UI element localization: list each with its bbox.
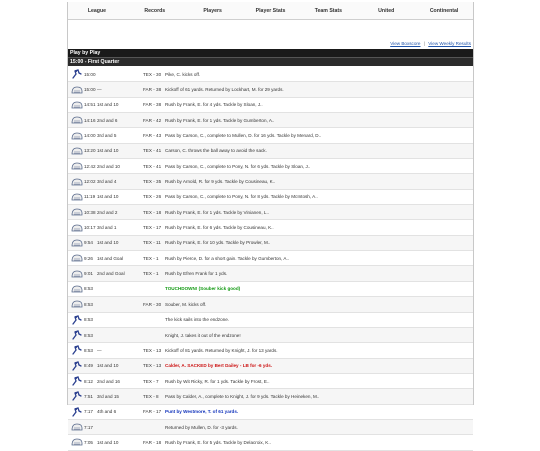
nav-records[interactable]: Records bbox=[144, 7, 166, 14]
play-row bbox=[68, 82, 473, 97]
play-ball-on: FAR - 38 bbox=[143, 87, 162, 93]
play-ball-on: FAR - 42 bbox=[143, 117, 162, 123]
play-list bbox=[68, 67, 473, 451]
play-down-distance: 3rd and 15 bbox=[97, 393, 119, 399]
play-row bbox=[68, 435, 473, 450]
play-time: 8:53 bbox=[84, 301, 93, 307]
play-ball-on: FAR - 17 bbox=[143, 409, 162, 415]
play-time: 15:00 bbox=[84, 87, 96, 93]
play-time: 14:00 bbox=[84, 133, 96, 139]
play-row bbox=[68, 282, 473, 297]
play-description: Rush by Frank, E. for 10 yds. Tackle by Prowler, M.. bbox=[165, 240, 271, 246]
quarter-title: 15:00 - First Quarter bbox=[68, 58, 473, 66]
play-description: Pass by Carson, C., complete to Pony, N. for 8 yds. Tackle by McIntosh, A.. bbox=[165, 194, 318, 200]
section-title: Play by Play bbox=[68, 49, 473, 58]
play-description: Returned by Mullen, D. for -3 yards. bbox=[165, 424, 238, 430]
play-row bbox=[68, 128, 473, 143]
team-helmet-icon bbox=[71, 299, 83, 309]
team-helmet-icon bbox=[71, 223, 83, 233]
play-time: 7:17 bbox=[84, 424, 93, 430]
play-time: 8:53 bbox=[84, 347, 93, 353]
kick-icon bbox=[71, 376, 83, 386]
play-row bbox=[68, 220, 473, 235]
play-down-distance: 2nd and 6 bbox=[97, 117, 118, 123]
play-ball-on: TEX - 35 bbox=[143, 179, 162, 185]
play-down-distance: 2nd and 16 bbox=[97, 378, 120, 384]
play-time: 7:17 bbox=[84, 409, 93, 415]
kick-icon bbox=[71, 407, 83, 417]
team-helmet-icon bbox=[71, 146, 83, 156]
play-time: 14:16 bbox=[84, 117, 96, 123]
play-row bbox=[68, 98, 473, 113]
play-row bbox=[68, 328, 473, 343]
team-helmet-icon bbox=[71, 284, 83, 294]
play-ball-on: TEX - 41 bbox=[143, 148, 162, 154]
team-helmet-icon bbox=[71, 437, 83, 447]
team-helmet-icon bbox=[71, 131, 83, 141]
team-helmet-icon bbox=[71, 207, 83, 217]
kick-icon bbox=[71, 315, 83, 325]
play-row bbox=[68, 236, 473, 251]
play-ball-on: TEX - 26 bbox=[143, 194, 162, 200]
play-row bbox=[68, 389, 473, 404]
play-time: 15:00 bbox=[84, 71, 96, 77]
play-ball-on: FAR - 38 bbox=[143, 102, 162, 108]
play-time: 8:53 bbox=[84, 286, 93, 292]
play-ball-on: TEX - 11 bbox=[143, 240, 161, 246]
team-helmet-icon bbox=[71, 238, 83, 248]
play-row bbox=[68, 359, 473, 374]
play-row bbox=[68, 343, 473, 358]
play-ball-on: TEX - 13 bbox=[143, 347, 162, 353]
play-row bbox=[68, 374, 473, 389]
play-down-distance: 3rd and 4 bbox=[97, 179, 117, 185]
play-description: Rush by Frank, E. for 4 yds. Tackle by Sloan, J.. bbox=[165, 102, 263, 108]
play-description: Souber, M. kicks off. bbox=[165, 301, 207, 307]
top-nav bbox=[68, 2, 473, 20]
play-down-distance: 1st and 10 bbox=[97, 148, 119, 154]
nav-players[interactable]: Players bbox=[203, 7, 222, 14]
play-ball-on: TEX - 7 bbox=[143, 378, 159, 384]
team-helmet-icon bbox=[71, 422, 83, 432]
play-row bbox=[68, 266, 473, 281]
play-down-distance: 3rd and 1 bbox=[97, 225, 117, 231]
play-description: Rush by Frank, E. for 1 yds. Tackle by Gumberton, A.. bbox=[165, 117, 275, 123]
play-description: Knight, J. takes it out of the endzone! bbox=[165, 332, 241, 338]
play-row bbox=[68, 420, 473, 435]
play-description: Rush by Efren Frank for 1 yds. bbox=[165, 271, 228, 277]
play-ball-on: FAR - 43 bbox=[143, 133, 162, 139]
kick-icon bbox=[71, 391, 83, 401]
play-time: 13:20 bbox=[84, 148, 96, 154]
view-boxscore-link[interactable]: View Boxscore bbox=[390, 41, 421, 46]
play-time: 7:51 bbox=[84, 393, 93, 399]
play-time: 8:53 bbox=[84, 332, 93, 338]
view-weekly-results-link[interactable]: View Weekly Results bbox=[428, 41, 471, 46]
play-down-distance: 1st and 10 bbox=[97, 363, 119, 369]
play-description: Pike, C. kicks off. bbox=[165, 71, 201, 77]
kick-icon bbox=[71, 361, 83, 371]
nav-player-stats[interactable]: Player Stats bbox=[255, 7, 286, 14]
play-down-distance: 4th and 6 bbox=[97, 409, 117, 415]
play-description: Rush by Arnold, R. for 9 yds. Tackle by Cousineau, K.. bbox=[165, 179, 276, 185]
play-row bbox=[68, 174, 473, 189]
team-helmet-icon bbox=[71, 161, 83, 171]
play-row bbox=[68, 297, 473, 312]
play-ball-on: TEX - 1 bbox=[143, 271, 159, 277]
play-description: Pass by Calder, A., complete to Knight, J. for 9 yds. Tackle by Heineken, M.. bbox=[165, 393, 320, 399]
play-time: 10:17 bbox=[84, 225, 96, 231]
team-helmet-icon bbox=[71, 177, 83, 187]
play-down-distance: 1st and Goal bbox=[97, 255, 124, 261]
play-row bbox=[68, 190, 473, 205]
play-down-distance: 1st and 10 bbox=[97, 439, 119, 445]
play-description: Rush by Frank, E. for 1 yds. Tackle by Vinianen, L.. bbox=[165, 209, 270, 215]
play-ball-on: TEX - 1 bbox=[143, 255, 159, 261]
play-ball-on: TEX - 18 bbox=[143, 209, 162, 215]
play-ball-on: FAR - 18 bbox=[143, 439, 162, 445]
play-time: 7:05 bbox=[84, 439, 93, 445]
play-time: 9:26 bbox=[84, 255, 93, 261]
play-time: 14:51 bbox=[84, 102, 96, 108]
kick-icon bbox=[71, 345, 83, 355]
play-description: Rush by Frank, E. for 6 yds. Tackle by Cousineau, K.. bbox=[165, 225, 274, 231]
play-down-distance: 1st and 10 bbox=[97, 102, 119, 108]
play-time: 10:38 bbox=[84, 209, 96, 215]
play-ball-on: FAR - 30 bbox=[143, 301, 162, 307]
play-by-play-page bbox=[67, 2, 474, 445]
play-description: Kickoff of 81 yards. Returned by Knight, J. for 13 yards. bbox=[165, 347, 278, 353]
play-description: TOUCHDOWN! (Souber kick good) bbox=[165, 286, 241, 292]
play-row bbox=[68, 144, 473, 159]
link-separator: | bbox=[423, 41, 425, 46]
play-description: Rush by Pierce, D. for a short gain. Tackle by Gumberton, A.. bbox=[165, 255, 290, 261]
nav-continental[interactable]: Continental bbox=[429, 7, 459, 14]
kick-icon bbox=[71, 69, 83, 79]
play-ball-on: TEX - 8 bbox=[143, 393, 159, 399]
kick-icon bbox=[71, 330, 83, 340]
nav-league[interactable]: League bbox=[87, 7, 107, 14]
nav-team-stats[interactable]: Team Stats bbox=[314, 7, 343, 14]
team-helmet-icon bbox=[71, 85, 83, 95]
play-row bbox=[68, 251, 473, 266]
play-description: Kickoff of 61 yards. Returned by Lockhart, M. for 29 yards. bbox=[165, 87, 284, 93]
play-time: 9:54 bbox=[84, 240, 93, 246]
play-time: 12:42 bbox=[84, 163, 96, 169]
play-description: Carson, C. throws the ball away to avoid the sack. bbox=[165, 148, 267, 154]
play-ball-on: TEX - 41 bbox=[143, 163, 162, 169]
play-description: The kick sails into the endzone. bbox=[165, 317, 230, 323]
play-down-distance: — bbox=[97, 87, 102, 93]
team-helmet-icon bbox=[71, 192, 83, 202]
play-ball-on: TEX - 17 bbox=[143, 225, 162, 231]
team-helmet-icon bbox=[71, 269, 83, 279]
play-description: Rush by Frank, E. for 5 yds. Tackle by Delacroix, K.. bbox=[165, 439, 271, 445]
play-time: 12:02 bbox=[84, 179, 96, 185]
play-down-distance: 1st and 10 bbox=[97, 240, 119, 246]
play-description: Pass by Carson, C., complete to Pony, N. for 6 yds. Tackle by Sloan, J.. bbox=[165, 163, 311, 169]
play-row bbox=[68, 405, 473, 420]
play-ball-on: TEX - 13 bbox=[143, 363, 162, 369]
play-description: Calder, A. SACKED by Bert Dailey - LB for -6 yds. bbox=[165, 363, 273, 369]
play-ball-on: TEX - 30 bbox=[143, 71, 162, 77]
play-row bbox=[68, 313, 473, 328]
play-row bbox=[68, 205, 473, 220]
team-helmet-icon bbox=[71, 115, 83, 125]
play-time: 8:49 bbox=[84, 363, 93, 369]
team-helmet-icon bbox=[71, 100, 83, 110]
play-down-distance: 2nd and 2 bbox=[97, 209, 118, 215]
play-down-distance: 3rd and 5 bbox=[97, 133, 117, 139]
team-helmet-icon bbox=[71, 253, 83, 263]
play-time: 9:01 bbox=[84, 271, 93, 277]
play-description: Pass by Carson, C., complete to Mullen, D. for 16 yds. Tackle by Menard, D.. bbox=[165, 133, 322, 139]
play-time: 8:53 bbox=[84, 317, 93, 323]
play-time: 11:19 bbox=[84, 194, 96, 200]
play-row bbox=[68, 67, 473, 82]
play-row bbox=[68, 159, 473, 174]
play-down-distance: 1st and 10 bbox=[97, 194, 119, 200]
play-description: Punt by Westmore, T. of 61 yards. bbox=[165, 409, 239, 415]
result-links bbox=[68, 20, 473, 49]
play-down-distance: 2nd and 10 bbox=[97, 163, 120, 169]
play-description: Rush by Wit Ricky, R. for 1 yds. Tackle by Frost, E.. bbox=[165, 378, 270, 384]
play-row bbox=[68, 113, 473, 128]
nav-united[interactable]: United bbox=[378, 7, 395, 14]
play-down-distance: — bbox=[97, 347, 102, 353]
play-down-distance: 2nd and Goal bbox=[97, 271, 125, 277]
play-time: 8:12 bbox=[84, 378, 93, 384]
